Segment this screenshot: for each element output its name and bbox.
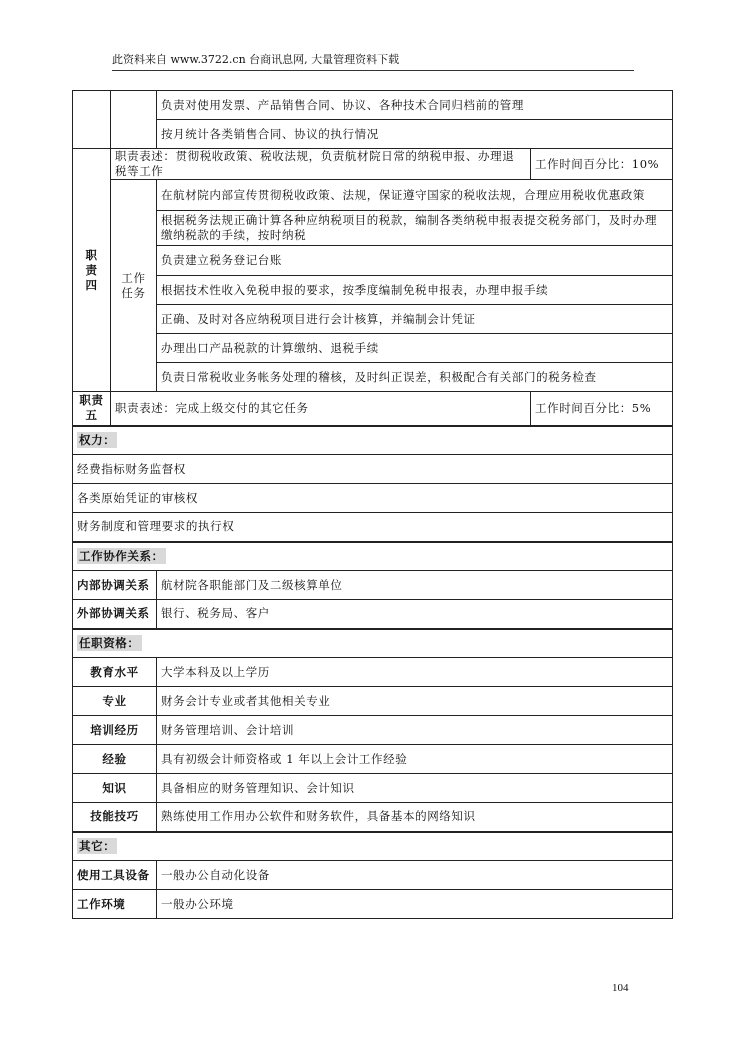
relations-title-text: 工作协作关系： — [79, 548, 164, 563]
page-number: 104 — [612, 982, 629, 994]
knowledge-value: 具备相应的财务管理知识、会计知识 — [157, 774, 673, 803]
other-title-text: 其它： — [79, 838, 116, 853]
training-value: 财务管理培训、会计培训 — [157, 716, 673, 745]
duty5-label: 职责 五 — [73, 392, 111, 426]
job-description-table — [72, 90, 673, 919]
authority-section-title — [73, 426, 673, 455]
external-relations-label: 外部协调关系 — [73, 600, 157, 629]
experience-label: 经验 — [73, 745, 157, 774]
duty3-task-2: 按月统计各类销售合同、协议的执行情况 — [157, 120, 673, 149]
environment-label: 工作环境 — [73, 890, 157, 919]
training-label: 培训经历 — [73, 716, 157, 745]
duty5-description: 职责表述：完成上级交付的其它任务 — [111, 392, 531, 426]
duty5-time-percent: 工作时间百分比：5% — [531, 392, 673, 426]
external-relations-value: 银行、税务局、客户 — [157, 600, 673, 629]
tools-label: 使用工具设备 — [73, 861, 157, 890]
skills-label: 技能技巧 — [73, 803, 157, 832]
authority-item-1: 经费指标财务监督权 — [73, 455, 673, 484]
duty4-description: 职责表述：贯彻税收政策、税收法规，负责航材院日常的纳税申报、办理退税等工作 — [111, 149, 531, 180]
education-label: 教育水平 — [73, 658, 157, 687]
duty4-label: 职 责 四 — [73, 149, 111, 392]
duty4-task-3: 负责建立税务登记台账 — [157, 246, 673, 276]
education-value: 大学本科及以上学历 — [157, 658, 673, 687]
duty4-task-6: 办理出口产品税款的计算缴纳、退税手续 — [157, 334, 673, 363]
authority-title-text: 权力： — [79, 432, 116, 447]
relations-section-title — [73, 542, 673, 571]
duty4-time-percent: 工作时间百分比：10% — [531, 149, 673, 180]
authority-item-2: 各类原始凭证的审核权 — [73, 484, 673, 513]
duty4-task-4: 根据技术性收入免税申报的要求，按季度编制免税申报表，办理申报手续 — [157, 276, 673, 305]
major-label: 专业 — [73, 687, 157, 716]
environment-value: 一般办公环境 — [157, 890, 673, 919]
page-header: 此资料来自 www.3722.cn 台商讯息网, 大量管理资料下载 — [112, 52, 634, 71]
duty4-task-label: 工作 任务 — [111, 180, 157, 392]
qualifications-section-title — [73, 629, 673, 658]
duty3-label-cell — [73, 91, 111, 149]
other-section-title — [73, 832, 673, 861]
duty4-task-1: 在航材院内部宣传贯彻税收政策、法规，保证遵守国家的税收法规，合理应用税收优惠政策 — [157, 180, 673, 211]
duty3-task-label-cell — [111, 91, 157, 149]
internal-relations-label: 内部协调关系 — [73, 571, 157, 600]
duty4-task-2: 根据税务法规正确计算各种应纳税项目的税款，编制各类纳税申报表提交税务部门，及时办理缴纳税款的手续，按时纳税 — [157, 211, 673, 246]
knowledge-label: 知识 — [73, 774, 157, 803]
duty4-task-5: 正确、及时对各应纳税项目进行会计核算，并编制会计凭证 — [157, 305, 673, 334]
authority-item-3: 财务制度和管理要求的执行权 — [73, 513, 673, 542]
qualifications-title-text: 任职资格： — [79, 635, 140, 650]
duty4-task-7: 负责日常税收业务帐务处理的稽核，及时纠正误差，积极配合有关部门的税务检查 — [157, 363, 673, 392]
internal-relations-value: 航材院各职能部门及二级核算单位 — [157, 571, 673, 600]
major-value: 财务会计专业或者其他相关专业 — [157, 687, 673, 716]
tools-value: 一般办公自动化设备 — [157, 861, 673, 890]
experience-value: 具有初级会计师资格或 1 年以上会计工作经验 — [157, 745, 673, 774]
skills-value: 熟练使用工作用办公软件和财务软件，具备基本的网络知识 — [157, 803, 673, 832]
duty3-task-1: 负责对使用发票、产品销售合同、协议、各种技术合同归档前的管理 — [157, 91, 673, 120]
